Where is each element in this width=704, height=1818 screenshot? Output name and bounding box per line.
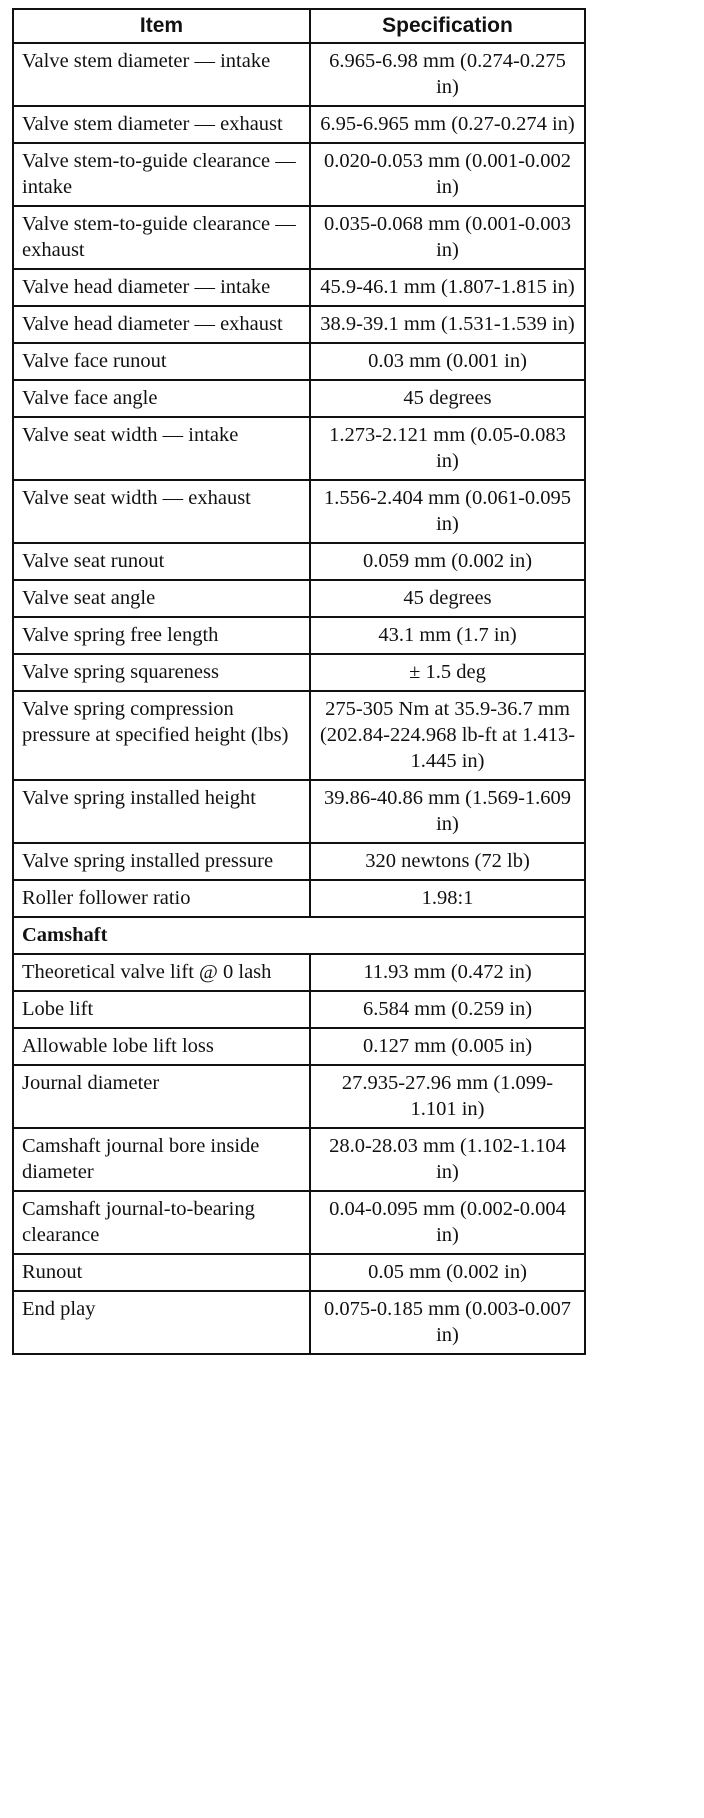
spec-cell: 320 newtons (72 lb) xyxy=(310,843,585,880)
spec-cell: 6.95-6.965 mm (0.27-0.274 in) xyxy=(310,106,585,143)
item-cell: Valve spring free length xyxy=(13,617,310,654)
table-row xyxy=(13,1191,585,1254)
item-cell: Valve stem diameter — intake xyxy=(13,43,310,106)
table-row xyxy=(13,269,585,306)
item-cell: Allowable lobe lift loss xyxy=(13,1028,310,1065)
specification-table xyxy=(12,8,586,1355)
table-row xyxy=(13,380,585,417)
spec-cell: 1.98:1 xyxy=(310,880,585,917)
spec-cell: 0.035-0.068 mm (0.001-0.003 in) xyxy=(310,206,585,269)
item-cell: End play xyxy=(13,1291,310,1354)
item-cell: Valve stem-to-guide clearance — intake xyxy=(13,143,310,206)
spec-cell: 0.05 mm (0.002 in) xyxy=(310,1254,585,1291)
spec-cell: 1.273-2.121 mm (0.05-0.083 in) xyxy=(310,417,585,480)
spec-cell: 27.935-27.96 mm (1.099-1.101 in) xyxy=(310,1065,585,1128)
table-row xyxy=(13,780,585,843)
item-cell: Runout xyxy=(13,1254,310,1291)
table-row xyxy=(13,43,585,106)
spec-cell: 45.9-46.1 mm (1.807-1.815 in) xyxy=(310,269,585,306)
item-cell: Camshaft journal bore inside diameter xyxy=(13,1128,310,1191)
table-row xyxy=(13,1291,585,1354)
spec-cell: ± 1.5 deg xyxy=(310,654,585,691)
table-row xyxy=(13,306,585,343)
table-row xyxy=(13,1028,585,1065)
item-cell: Valve spring squareness xyxy=(13,654,310,691)
item-cell: Valve spring compression pressure at specified height (lbs) xyxy=(13,691,310,780)
item-cell: Valve seat width — intake xyxy=(13,417,310,480)
item-cell: Lobe lift xyxy=(13,991,310,1028)
spec-cell: 0.03 mm (0.001 in) xyxy=(310,343,585,380)
spec-cell: 275-305 Nm at 35.9-36.7 mm (202.84-224.968 lb-ft at 1.413-1.445 in) xyxy=(310,691,585,780)
spec-cell: 0.127 mm (0.005 in) xyxy=(310,1028,585,1065)
spec-cell: 39.86-40.86 mm (1.569-1.609 in) xyxy=(310,780,585,843)
spec-cell: 0.075-0.185 mm (0.003-0.007 in) xyxy=(310,1291,585,1354)
spec-cell: 0.059 mm (0.002 in) xyxy=(310,543,585,580)
table-row xyxy=(13,654,585,691)
item-cell: Valve seat width — exhaust xyxy=(13,480,310,543)
item-cell: Valve face angle xyxy=(13,380,310,417)
spec-cell: 38.9-39.1 mm (1.531-1.539 in) xyxy=(310,306,585,343)
table-row xyxy=(13,954,585,991)
header-specification: Specification xyxy=(310,9,585,43)
spec-cell: 28.0-28.03 mm (1.102-1.104 in) xyxy=(310,1128,585,1191)
spec-cell: 6.584 mm (0.259 in) xyxy=(310,991,585,1028)
table-row xyxy=(13,617,585,654)
item-cell: Valve head diameter — exhaust xyxy=(13,306,310,343)
item-cell: Valve stem-to-guide clearance — exhaust xyxy=(13,206,310,269)
spec-cell: 45 degrees xyxy=(310,380,585,417)
section-row-camshaft xyxy=(13,917,585,954)
item-cell: Valve seat angle xyxy=(13,580,310,617)
item-cell: Valve seat runout xyxy=(13,543,310,580)
table-row xyxy=(13,991,585,1028)
table-row xyxy=(13,143,585,206)
table-row xyxy=(13,417,585,480)
spec-cell: 43.1 mm (1.7 in) xyxy=(310,617,585,654)
section-heading-camshaft: Camshaft xyxy=(13,917,585,954)
item-cell: Theoretical valve lift @ 0 lash xyxy=(13,954,310,991)
item-cell: Valve spring installed pressure xyxy=(13,843,310,880)
header-row xyxy=(13,9,585,43)
spec-cell: 11.93 mm (0.472 in) xyxy=(310,954,585,991)
item-cell: Valve spring installed height xyxy=(13,780,310,843)
table-row xyxy=(13,1065,585,1128)
item-cell: Valve face runout xyxy=(13,343,310,380)
spec-cell: 0.04-0.095 mm (0.002-0.004 in) xyxy=(310,1191,585,1254)
table-row xyxy=(13,343,585,380)
item-cell: Camshaft journal-to-bearing clearance xyxy=(13,1191,310,1254)
spec-cell: 6.965-6.98 mm (0.274-0.275 in) xyxy=(310,43,585,106)
item-cell: Roller follower ratio xyxy=(13,880,310,917)
spec-cell: 45 degrees xyxy=(310,580,585,617)
table-row xyxy=(13,480,585,543)
item-cell: Valve head diameter — intake xyxy=(13,269,310,306)
spec-cell: 0.020-0.053 mm (0.001-0.002 in) xyxy=(310,143,585,206)
table-row xyxy=(13,691,585,780)
spec-cell: 1.556-2.404 mm (0.061-0.095 in) xyxy=(310,480,585,543)
table-row xyxy=(13,580,585,617)
table-row xyxy=(13,1128,585,1191)
table-row xyxy=(13,880,585,917)
header-item: Item xyxy=(13,9,310,43)
table-row xyxy=(13,543,585,580)
table-row xyxy=(13,1254,585,1291)
table-row xyxy=(13,206,585,269)
table-row xyxy=(13,843,585,880)
item-cell: Journal diameter xyxy=(13,1065,310,1128)
item-cell: Valve stem diameter — exhaust xyxy=(13,106,310,143)
table-row xyxy=(13,106,585,143)
